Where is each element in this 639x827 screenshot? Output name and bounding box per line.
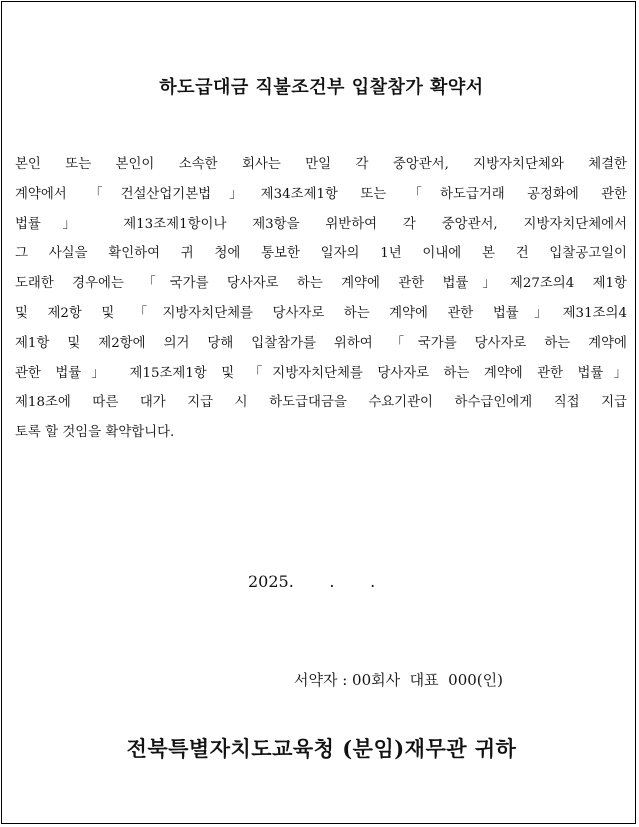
pledge-body-line: 법률」 제13조제1항이나 제3항을 위반하여 각 중앙관서, 지방자치단체에서 bbox=[15, 216, 627, 232]
pledge-body-line: 그 사실을 확인하여 귀 청에 통보한 일자의 1년 이내에 본 건 입찰공고일이 bbox=[15, 246, 627, 262]
pledge-body-line: 및 제2항 및 「지방자치단체를 당사자로 하는 계약에 관한 법률」제31조의4 bbox=[15, 305, 627, 321]
pledge-body-line: 계약에서 「건설산업기본법」제34조제1항 또는 「하도급거래 공정화에 관한 bbox=[15, 186, 627, 202]
pledge-body-line: 도래한 경우에는 「국가를 당사자로 하는 계약에 관한 법률」제27조의4 제1항 bbox=[15, 276, 627, 292]
pledge-body-line: 관한 법률」 제15조제1항 및 「지방자치단체를 당사자로 하는 계약에 관한 법률」 bbox=[15, 365, 627, 381]
pledge-body-line: 토록 할 것임을 확약합니다. bbox=[15, 425, 175, 441]
recipient-line: 전북특별자치도교육청 (분임)재무관 귀하 bbox=[126, 736, 517, 761]
document-title: 하도급대금 직불조건부 입찰참가 확약서 bbox=[159, 77, 484, 98]
pledge-body bbox=[15, 150, 627, 448]
pledge-date: 2025. . . bbox=[248, 572, 376, 591]
document-page bbox=[1, 1, 636, 824]
pledge-body-line: 제18조에 따른 대가 지급 시 하도급대금을 수요기관이 하수급인에게 직접 지급 bbox=[15, 395, 627, 411]
pledge-body-line: 제1항 및 제2항에 의거 당해 입찰참가를 위하여 「국가를 당사자로 하는 계약에 bbox=[15, 335, 627, 351]
signer-line: 서약자 : 00회사 대표 000(인) bbox=[294, 671, 504, 689]
pledge-body-line: 본인 또는 본인이 소속한 회사는 만일 각 중앙관서, 지방자치단체와 체결한 bbox=[15, 157, 627, 172]
